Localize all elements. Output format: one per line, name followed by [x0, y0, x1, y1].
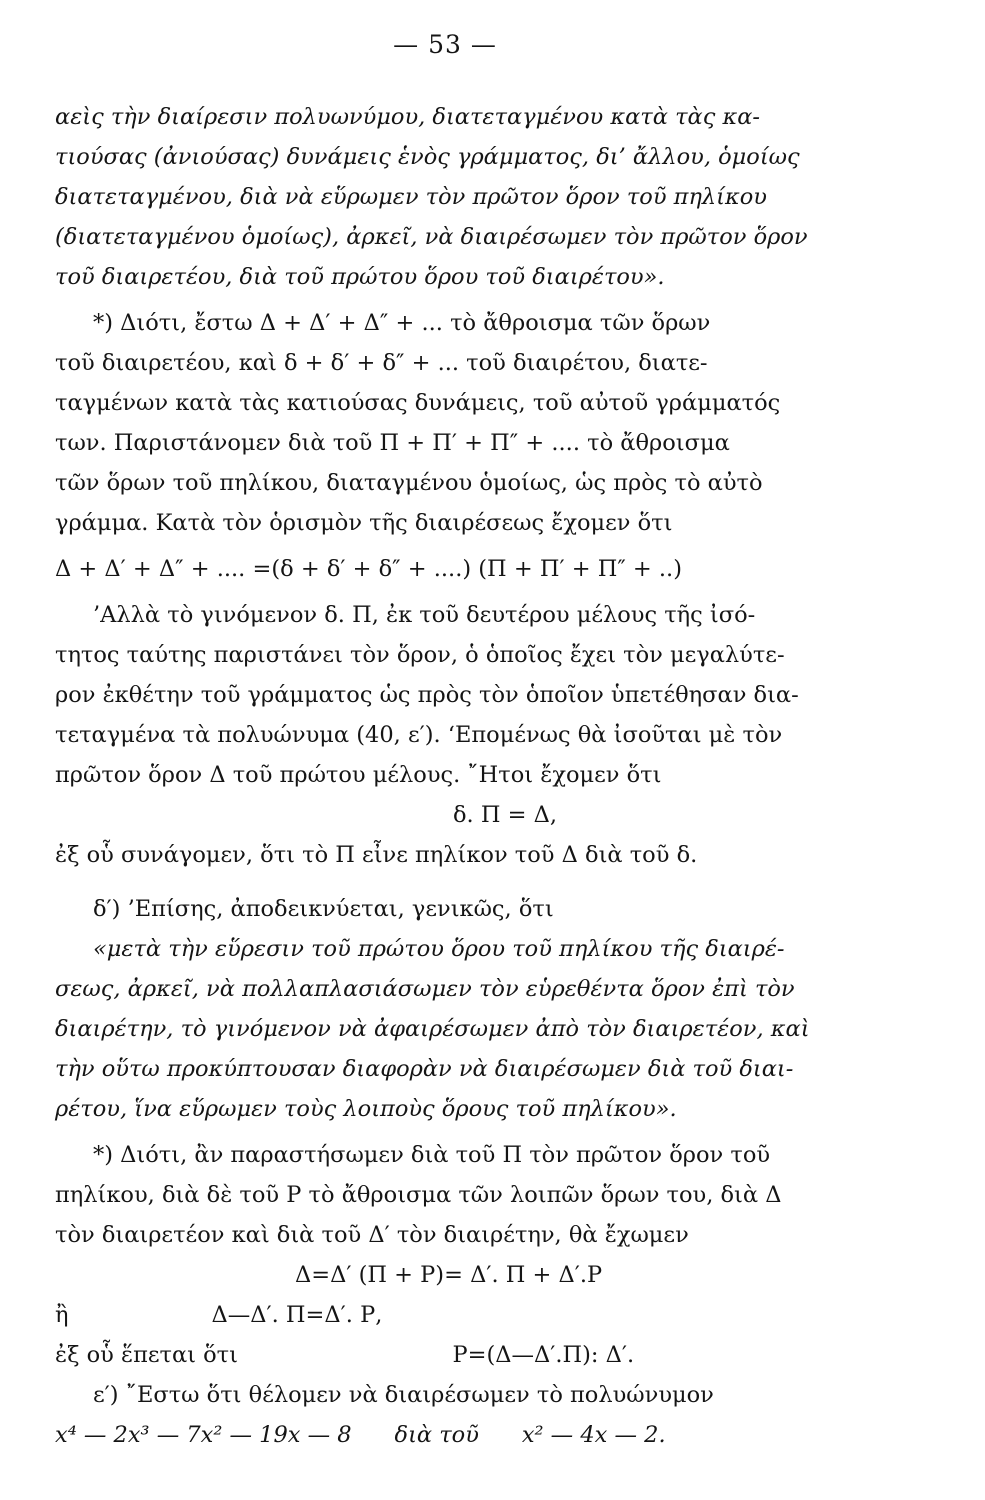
- footnote-line: *) Διότι, ἂν παραστήσωμεν διὰ τοῦ Π τὸν πρῶτον ὅρον τοῦ: [93, 1142, 771, 1168]
- text-line: ταγμένων κατὰ τὰς κατιούσας δυνάμεις, τοῦ αὐτοῦ γράμματός: [55, 390, 781, 416]
- text-line: τεταγμένα τὰ πολυώνυμα (40, ε′). ‘Επομένως θὰ ἰσοῦται μὲ τὸν: [55, 722, 783, 748]
- text-line: τοῦ διαιρετέου, καὶ δ + δ′ + δ″ + ... τοῦ διαιρέτου, διατε-: [55, 350, 708, 376]
- text-line: πηλίκου, διὰ δὲ τοῦ Ρ τὸ ἄθροισμα τῶν λοιπῶν ὅρων του, διὰ Δ: [55, 1182, 782, 1208]
- text-line: (διατεταγμένου ὁμοίως), ἀρκεῖ, νὰ διαιρέσωμεν τὸν πρῶτον ὅρον: [55, 224, 808, 250]
- text-line: τοῦ διαιρετέου, διὰ τοῦ πρώτου ὅρου τοῦ διαιρέτου».: [55, 264, 665, 290]
- text-line: τιούσας (ἀνιούσας) δυνάμεις ἑνὸς γράμματος, δι’ ἄλλου, ὁμοίως: [55, 144, 800, 170]
- text-line: γράμμα. Κατὰ τὸν ὁρισμὸν τῆς διαιρέσεως ἔχομεν ὅτι: [55, 510, 673, 536]
- formula-line: ἐξ οὗ ἕπεται ὅτι Ρ=(Δ—Δ′.Π): Δ′.: [55, 1342, 635, 1368]
- text-line: διατεταγμένου, διὰ νὰ εὕρωμεν τὸν πρῶτον ὅρον τοῦ πηλίκου: [55, 184, 767, 210]
- text-line: των. Παριστάνομεν διὰ τοῦ Π + Π′ + Π″ + .... τὸ ἄθροισμα: [55, 430, 730, 456]
- text-line: «μετὰ τὴν εὕρεσιν τοῦ πρώτου ὅρου τοῦ πηλίκου τῆς διαιρέ-: [93, 936, 785, 962]
- text-line: ρον ἐκθέτην τοῦ γράμματος ὡς πρὸς τὸν ὁποῖον ὑπετέθησαν δια-: [55, 682, 799, 708]
- text-line: ’Αλλὰ τὸ γινόμενον δ. Π, ἐκ τοῦ δευτέρου μέλους τῆς ἰσό-: [93, 602, 756, 628]
- formula-line: Δ=Δ′ (Π + Ρ)= Δ′. Π + Δ′.Ρ: [295, 1262, 603, 1288]
- text-line: τὸν διαιρετέον καὶ διὰ τοῦ Δ′ τὸν διαιρέτην, θὰ ἔχωμεν: [55, 1222, 689, 1248]
- formula-line: x⁴ — 2x³ — 7x² — 19x — 8 διὰ τοῦ x² — 4x — 2.: [55, 1422, 666, 1448]
- text-line: διαιρέτην, τὸ γινόμενον νὰ ἀφαιρέσωμεν ἀπὸ τὸν διαιρετέον, καὶ: [55, 1016, 810, 1042]
- text-line: ρέτου, ἵνα εὕρωμεν τοὺς λοιποὺς ὅρους τοῦ πηλίκου».: [55, 1096, 677, 1122]
- section-line: ε′) ῎Εστω ὅτι θέλομεν νὰ διαιρέσωμεν τὸ πολυώνυμον: [93, 1382, 714, 1408]
- text-line: ἐξ οὗ συνάγομεν, ὅτι τὸ Π εἶνε πηλίκον τοῦ Δ διὰ τοῦ δ.: [55, 842, 698, 868]
- formula-line: ἢ Δ—Δ′. Π=Δ′. Ρ,: [55, 1302, 383, 1328]
- text-line: σεως, ἀρκεῖ, νὰ πολλαπλασιάσωμεν τὸν εὑρεθέντα ὅρον ἐπὶ τὸν: [55, 976, 795, 1002]
- section-line: δ′) ’Επίσης, ἀποδεικνύεται, γενικῶς, ὅτι: [93, 896, 554, 922]
- text-line: τητος ταύτης παριστάνει τὸν ὅρον, ὁ ὁποῖος ἔχει τὸν μεγαλύτε-: [55, 642, 785, 668]
- text-line: τὴν οὕτω προκύπτουσαν διαφορὰν νὰ διαιρέσωμεν διὰ τοῦ διαι-: [55, 1056, 794, 1082]
- text-line: αεὶς τὴν διαίρεσιν πολυωνύμου, διατεταγμένου κατὰ τὰς κα-: [55, 104, 761, 130]
- text-line: πρῶτον ὅρον Δ τοῦ πρώτου μέλους. ῎Ητοι ἔχομεν ὅτι: [55, 762, 662, 788]
- footnote-line: *) Διότι, ἔστω Δ + Δ′ + Δ″ + ... τὸ ἄθροισμα τῶν ὅρων: [93, 310, 711, 336]
- formula-line: δ. Π = Δ,: [452, 802, 558, 828]
- text-line: τῶν ὅρων τοῦ πηλίκου, διαταγμένου ὁμοίως, ὡς πρὸς τὸ αὐτὸ: [55, 470, 763, 496]
- page-number: — 53 —: [393, 30, 497, 59]
- formula-line: Δ + Δ′ + Δ″ + .... =(δ + δ′ + δ″ + ....) (Π + Π′ + Π″ + ..): [55, 556, 682, 582]
